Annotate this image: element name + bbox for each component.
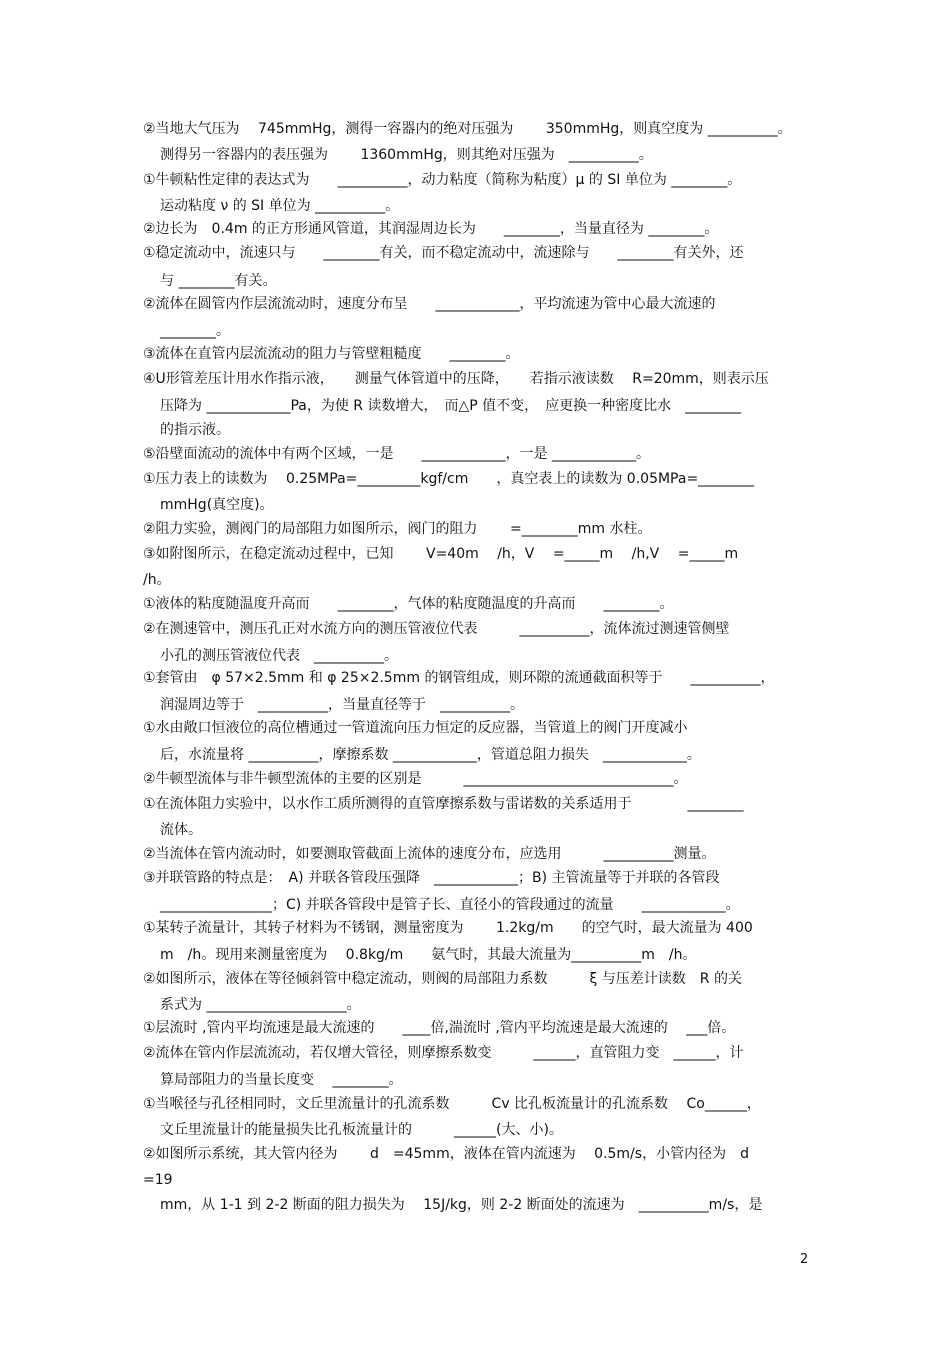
- text-line: 文丘里流量计的能量损失比孔板流量计的 ______(大、小)。: [160, 1122, 563, 1138]
- text-line: ②牛顿型流体与非牛顿型流体的主要的区别是 ______________________________。: [143, 771, 688, 787]
- text-line: ①牛顿粘性定律的表达式为 __________，动力粘度（简称为粘度）μ 的 SI 单位为 ________。: [143, 172, 742, 188]
- text-line: 测得另一容器内的表压强为 1360mmHg，则其绝对压强为 __________。: [160, 147, 653, 163]
- text-line: ②阻力实验，测阀门的局部阻力如图所示，阀门的阻力 =________mm 水柱。: [143, 521, 652, 537]
- text-line: =19: [143, 1172, 173, 1188]
- text-line: 压降为 ____________Pa，为使 R 读数增大， 而△P 值不变， 应更换一种密度比水 ________: [160, 398, 742, 414]
- text-line: ②边长为 0.4m 的正方形通风管道，其润湿周边长为 ________，当量直径为 ________。: [143, 221, 719, 237]
- text-line: 系式为 ____________________。: [160, 997, 361, 1013]
- text-line: 运动粘度 ν 的 SI 单位为 __________。: [160, 198, 400, 214]
- text-line: ①水由敞口恒液位的高位槽通过一管道流向压力恒定的反应器，当管道上的阀门开度减小: [143, 720, 688, 736]
- text-line: ④U形管差压计用水作指示液， 测量气体管道中的压降， 若指示液读数 R=20mm，则表示压: [143, 371, 769, 387]
- text-line: 小孔的测压管液位代表 __________。: [160, 648, 398, 664]
- text-line: 算局部阻力的当量长度变 ________。: [160, 1072, 403, 1088]
- text-line: ②在测速管中，测压孔正对水流方向的测压管液位代表 __________，流体流过测速管侧壁: [143, 621, 730, 637]
- text-line: ③流体在直管内层流流动的阻力与管壁粗糙度 ________。: [143, 346, 520, 362]
- text-line: ②流体在圆管内作层流流动时，速度分布呈 ____________，平均流速为管中心最大流速的: [143, 296, 716, 312]
- text-line: 后，水流量将 __________，摩擦系数 ____________，管道总阻力损失 ____________。: [160, 747, 701, 763]
- text-line: ________。: [160, 323, 230, 339]
- text-line: ①压力表上的读数为 0.25MPa=_________kgf/cm ，真空表上的读数为 0.05MPa=________: [143, 471, 755, 487]
- text-line: ①层流时 ,管内平均流速是最大流速的 ____倍,湍流时 ,管内平均流速是最大流速的 ___倍。: [143, 1020, 736, 1036]
- text-line: /h。: [143, 572, 171, 588]
- text-line: 润湿周边等于 __________，当量直径等于 __________。: [160, 697, 524, 713]
- text-line: ①在流体阻力实验中，以水作工质所测得的直管摩擦系数与雷诺数的关系适用于 ________: [143, 796, 744, 812]
- text-line: 流体。: [160, 822, 202, 838]
- text-line: ②流体在管内作层流流动，若仅增大管径，则摩擦系数变 ______，直管阻力变 ______，计: [143, 1045, 744, 1061]
- text-line: ①套管由 φ 57×2.5mm 和 φ 25×2.5mm 的钢管组成，则环隙的流通截面积等于 __________，: [143, 670, 775, 686]
- text-line: ②当流体在管内流动时，如要测取管截面上流体的速度分布，应选用 __________测量。: [143, 846, 716, 862]
- text-line: 的指示液。: [160, 422, 230, 438]
- text-line: ①稳定流动中，流速只与 ________有关，而不稳定流动中，流速除与 ________有关外，还: [143, 245, 744, 261]
- text-line: ②如图所示系统，其大管内径为 d =45mm，液体在管内流速为 0.5m/s，小管内径为 d: [143, 1146, 749, 1162]
- text-line: ③并联管路的特点是： A) 并联各管段压强降 ____________；B) 主管流量等于并联的各管段: [143, 870, 720, 886]
- text-line: 与 ________有关。: [160, 273, 277, 289]
- text-line: mm，从 1-1 到 2-2 断面的阻力损失为 15J/kg，则 2-2 断面处的流速为 __________m/s，是: [160, 1197, 763, 1213]
- text-line: ①当喉径与孔径相同时，文丘里流量计的孔流系数 Cv 比孔板流量计的孔流系数 Co______，: [143, 1096, 761, 1112]
- text-line: ②当地大气压为 745mmHg，测得一容器内的绝对压强为 350mmHg，则真空度为 __________。: [143, 121, 792, 137]
- text-line: m /h。现用来测量密度为 0.8kg/m 氨气时，其最大流量为__________m /h。: [160, 947, 697, 963]
- text-line: ①某转子流量计，其转子材料为不锈钢，测量密度为 1.2kg/m 的空气时，最大流量为 400: [143, 920, 753, 936]
- text-line: ⑤沿壁面流动的流体中有两个区域，一是 ____________，一是 ____________。: [143, 446, 650, 462]
- text-line: ①液体的粘度随温度升高而 ________，气体的粘度随温度的升高而 ________。: [143, 596, 674, 612]
- page-number: 2: [800, 1252, 809, 1267]
- text-line: ②如图所示，液体在等径倾斜管中稳定流动，则阀的局部阻力系数 ξ 与压差计读数 R 的关: [143, 971, 742, 987]
- text-line: ③如附图所示，在稳定流动过程中，已知 V=40m /h，V =_____m /h,V =_____m: [143, 546, 739, 562]
- text-line: mmHg(真空度)。: [160, 497, 274, 513]
- text-line: ________________；C) 并联各管段中是管子长、直径小的管段通过的流量 ____________。: [160, 897, 740, 913]
